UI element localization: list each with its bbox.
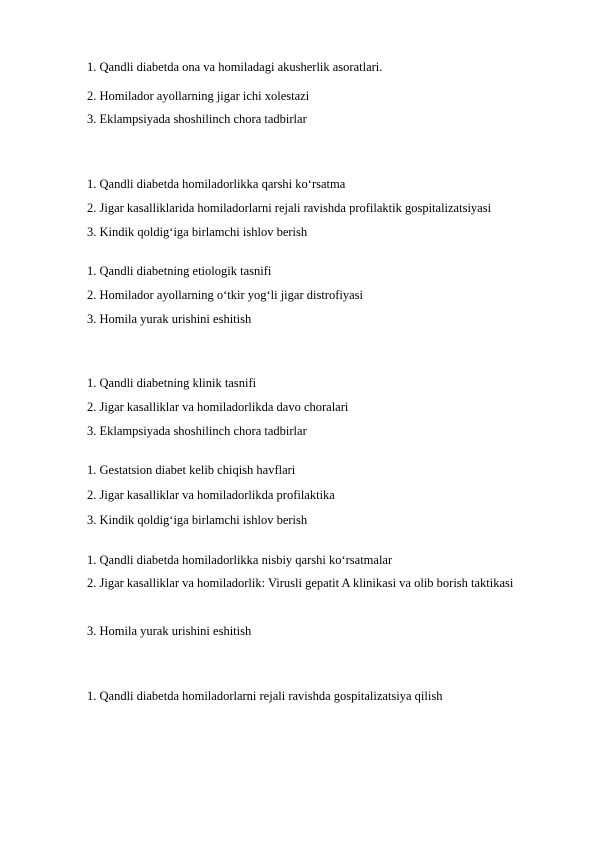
text-line: 2. Jigar kasalliklar va homiladorlik: Virusli gepatit A klinikasi va olib borish taktikasi — [87, 576, 514, 590]
text-line: 1. Qandli diabetda homiladorlarni rejali ravishda gospitalizatsiya qilish — [87, 689, 443, 703]
text-line: 2. Jigar kasalliklar va homiladorlikda davo choralari — [87, 400, 349, 414]
text-line: 2. Homilador ayollarning o‘tkir yog‘li jigar distrofiyasi — [87, 288, 363, 302]
text-line: 3. Kindik qoldig‘iga birlamchi ishlov berish — [87, 513, 308, 527]
text-line: 2. Jigar kasalliklarida homiladorlarni rejali ravishda profilaktik gospitalizatsiyasi — [87, 201, 492, 215]
text-line: 1. Qandli diabetning etiologik tasnifi — [87, 264, 272, 278]
text-line: 1. Qandli diabetning klinik tasnifi — [87, 376, 257, 390]
text-line: 1. Qandli diabetda homiladorlikka nisbiy qarshi ko‘rsatmalar — [87, 553, 393, 567]
text-line: 1. Qandli diabetda ona va homiladagi akusherlik asoratlari. — [87, 60, 383, 74]
text-line: 2. Homilador ayollarning jigar ichi xolestazi — [87, 89, 310, 103]
text-line: 1. Qandli diabetda homiladorlikka qarshi ko‘rsatma — [87, 177, 346, 191]
text-line: 2. Jigar kasalliklar va homiladorlikda profilaktika — [87, 488, 335, 502]
text-line: 3. Eklampsiyada shoshilinch chora tadbirlar — [87, 424, 307, 438]
text-line: 1. Gestatsion diabet kelib chiqish havflari — [87, 463, 296, 477]
text-line: 3. Homila yurak urishini eshitish — [87, 624, 252, 638]
text-line: 3. Homila yurak urishini eshitish — [87, 312, 252, 326]
text-line: 3. Kindik qoldig‘iga birlamchi ishlov berish — [87, 225, 308, 239]
text-line: 3. Eklampsiyada shoshilinch chora tadbirlar — [87, 112, 307, 126]
